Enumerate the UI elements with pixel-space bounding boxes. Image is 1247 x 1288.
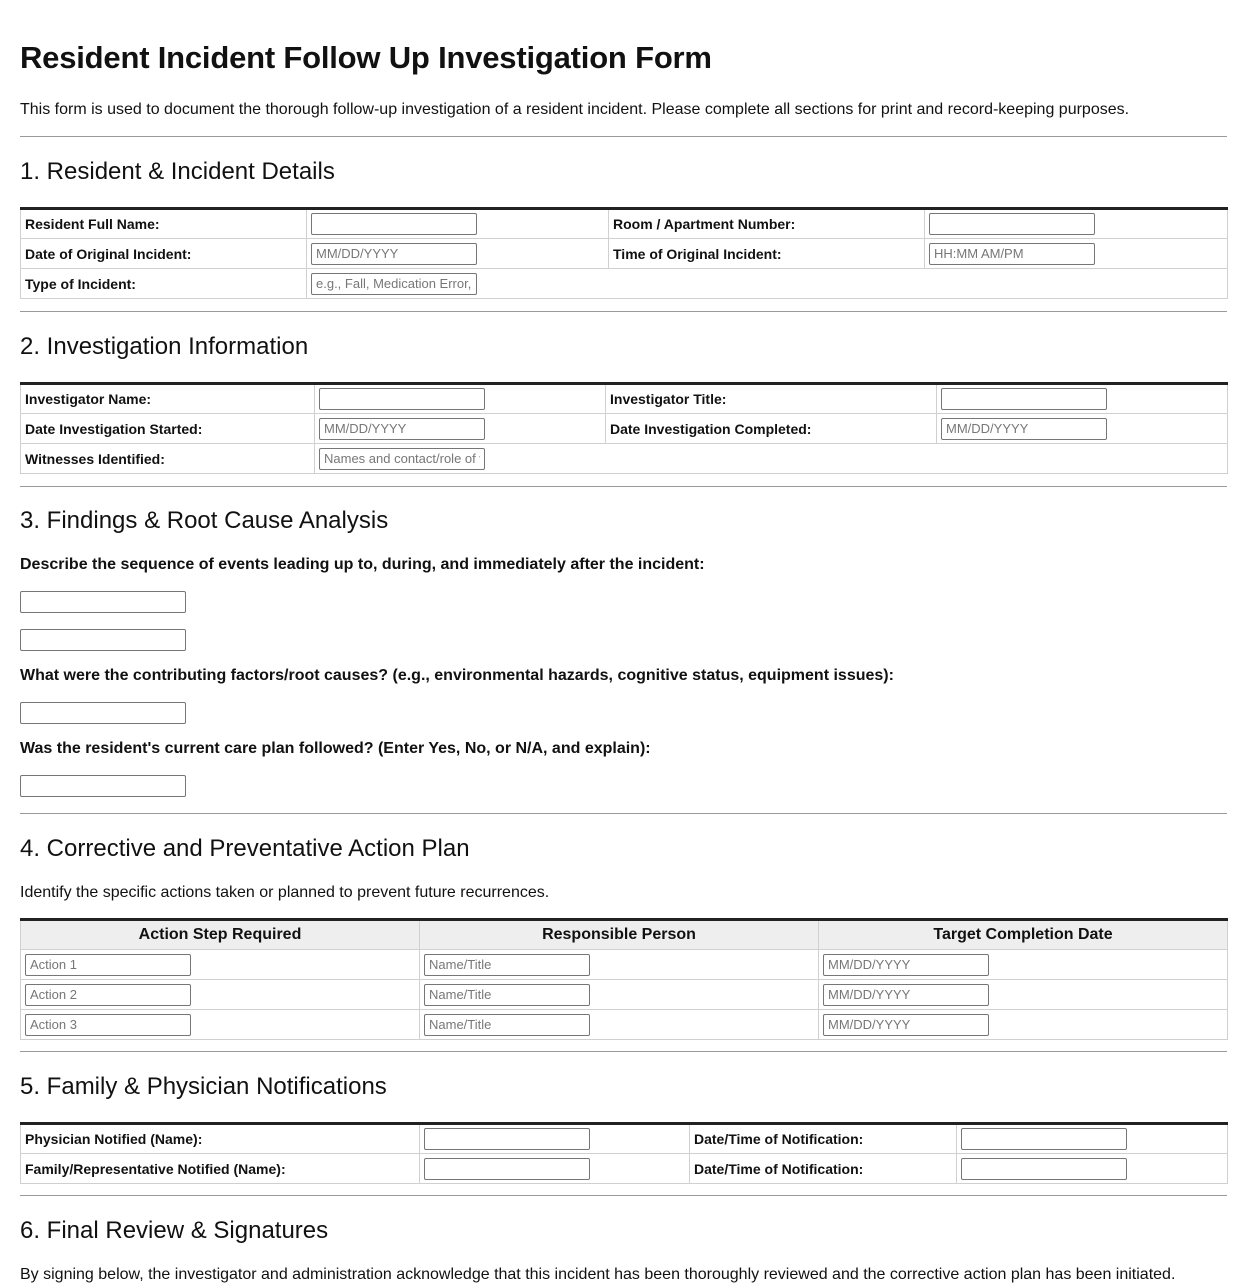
sequence-input-1[interactable] [20, 591, 186, 613]
action-cell [21, 950, 420, 980]
date-1-input[interactable] [823, 954, 989, 976]
intro-text: This form is used to document the thorough follow-up investigation of a resident incident. Please complete all sections for print and record-keeping purposes. [20, 101, 1130, 118]
sequence-question-label: Describe the sequence of events leading up to, during, and immediately after the incident: [20, 556, 705, 573]
table-row [21, 239, 1228, 269]
family-notification-time-label: Date/Time of Notification: [690, 1154, 957, 1184]
section-divider [20, 813, 1227, 814]
person-cell [420, 950, 819, 980]
physician-notified-input[interactable] [424, 1128, 590, 1150]
resident-name-label: Resident Full Name: [21, 209, 307, 239]
table-row [21, 950, 1228, 980]
section-divider [20, 311, 1227, 312]
table-row [21, 269, 1228, 299]
date-2-input[interactable] [823, 984, 989, 1006]
date-started-label: Date Investigation Started: [21, 414, 315, 444]
family-notification-time-cell [957, 1154, 1228, 1184]
person-1-input[interactable] [424, 954, 590, 976]
physician-notification-time-label: Date/Time of Notification: [690, 1124, 957, 1154]
investigator-name-input[interactable] [319, 388, 485, 410]
table-row [21, 1010, 1228, 1040]
root-cause-input[interactable] [20, 702, 186, 724]
section-divider [20, 486, 1227, 487]
page-title: Resident Incident Follow Up Investigation Form [20, 40, 712, 75]
person-2-input[interactable] [424, 984, 590, 1006]
section-6-heading: 6. Final Review & Signatures [20, 1217, 329, 1244]
table-row [21, 444, 1228, 474]
action-plan-description: Identify the specific actions taken or planned to prevent future recurrences. [20, 884, 550, 901]
signatures-description: By signing below, the investigator and administration acknowledge that this incident has been thoroughly reviewed and the corrective action plan has been initiated. [20, 1266, 1176, 1283]
date-completed-label: Date Investigation Completed: [606, 414, 937, 444]
date-completed-cell [937, 414, 1228, 444]
date-cell [819, 1010, 1228, 1040]
table-row [21, 1124, 1228, 1154]
incident-time-cell [925, 239, 1228, 269]
table-row [21, 1154, 1228, 1184]
action-cell [21, 980, 420, 1010]
date-3-input[interactable] [823, 1014, 989, 1036]
table-row [21, 414, 1228, 444]
column-header-date: Target Completion Date [819, 920, 1228, 950]
physician-notified-label: Physician Notified (Name): [21, 1124, 420, 1154]
incident-time-label: Time of Original Incident: [609, 239, 925, 269]
incident-time-input[interactable] [929, 243, 1095, 265]
date-completed-input[interactable] [941, 418, 1107, 440]
room-number-cell [925, 209, 1228, 239]
action-3-input[interactable] [25, 1014, 191, 1036]
resident-name-input[interactable] [311, 213, 477, 235]
column-header-action: Action Step Required [21, 920, 420, 950]
action-1-input[interactable] [25, 954, 191, 976]
investigator-name-label: Investigator Name: [21, 384, 315, 414]
incident-type-cell [307, 269, 1228, 299]
care-plan-question-label: Was the resident's current care plan followed? (Enter Yes, No, or N/A, and explain): [20, 740, 651, 757]
date-cell [819, 980, 1228, 1010]
physician-notification-time-input[interactable] [961, 1128, 1127, 1150]
care-plan-input[interactable] [20, 775, 186, 797]
notifications-table [20, 1122, 1228, 1184]
family-notified-label: Family/Representative Notified (Name): [21, 1154, 420, 1184]
investigation-info-table [20, 382, 1228, 474]
section-divider [20, 1195, 1227, 1196]
family-notified-cell [420, 1154, 690, 1184]
family-notification-time-input[interactable] [961, 1158, 1127, 1180]
root-cause-question-label: What were the contributing factors/root causes? (e.g., environmental hazards, cognitive status, equipment issues): [20, 667, 894, 684]
section-2-heading: 2. Investigation Information [20, 333, 309, 360]
investigator-title-cell [937, 384, 1228, 414]
date-started-input[interactable] [319, 418, 485, 440]
incident-type-label: Type of Incident: [21, 269, 307, 299]
sequence-input-2[interactable] [20, 629, 186, 651]
person-3-input[interactable] [424, 1014, 590, 1036]
incident-type-input[interactable] [311, 273, 477, 295]
person-cell [420, 1010, 819, 1040]
investigator-name-cell [315, 384, 606, 414]
section-1-heading: 1. Resident & Incident Details [20, 158, 335, 185]
resident-name-cell [307, 209, 609, 239]
family-notified-input[interactable] [424, 1158, 590, 1180]
date-started-cell [315, 414, 606, 444]
incident-date-cell [307, 239, 609, 269]
room-number-input[interactable] [929, 213, 1095, 235]
date-cell [819, 950, 1228, 980]
room-number-label: Room / Apartment Number: [609, 209, 925, 239]
action-2-input[interactable] [25, 984, 191, 1006]
section-divider [20, 136, 1227, 137]
investigator-title-label: Investigator Title: [606, 384, 937, 414]
incident-date-label: Date of Original Incident: [21, 239, 307, 269]
investigator-title-input[interactable] [941, 388, 1107, 410]
witnesses-input[interactable] [319, 448, 485, 470]
physician-notified-cell [420, 1124, 690, 1154]
incident-date-input[interactable] [311, 243, 477, 265]
section-5-heading: 5. Family & Physician Notifications [20, 1073, 387, 1100]
section-4-heading: 4. Corrective and Preventative Action Plan [20, 835, 470, 862]
table-header-row [21, 920, 1228, 950]
witnesses-cell [315, 444, 1228, 474]
physician-notification-time-cell [957, 1124, 1228, 1154]
witnesses-label: Witnesses Identified: [21, 444, 315, 474]
table-row [21, 209, 1228, 239]
column-header-person: Responsible Person [420, 920, 819, 950]
table-row [21, 980, 1228, 1010]
action-cell [21, 1010, 420, 1040]
resident-details-table [20, 207, 1228, 299]
table-row [21, 384, 1228, 414]
section-divider [20, 1051, 1227, 1052]
person-cell [420, 980, 819, 1010]
section-3-heading: 3. Findings & Root Cause Analysis [20, 507, 389, 534]
action-plan-table [20, 918, 1228, 1040]
